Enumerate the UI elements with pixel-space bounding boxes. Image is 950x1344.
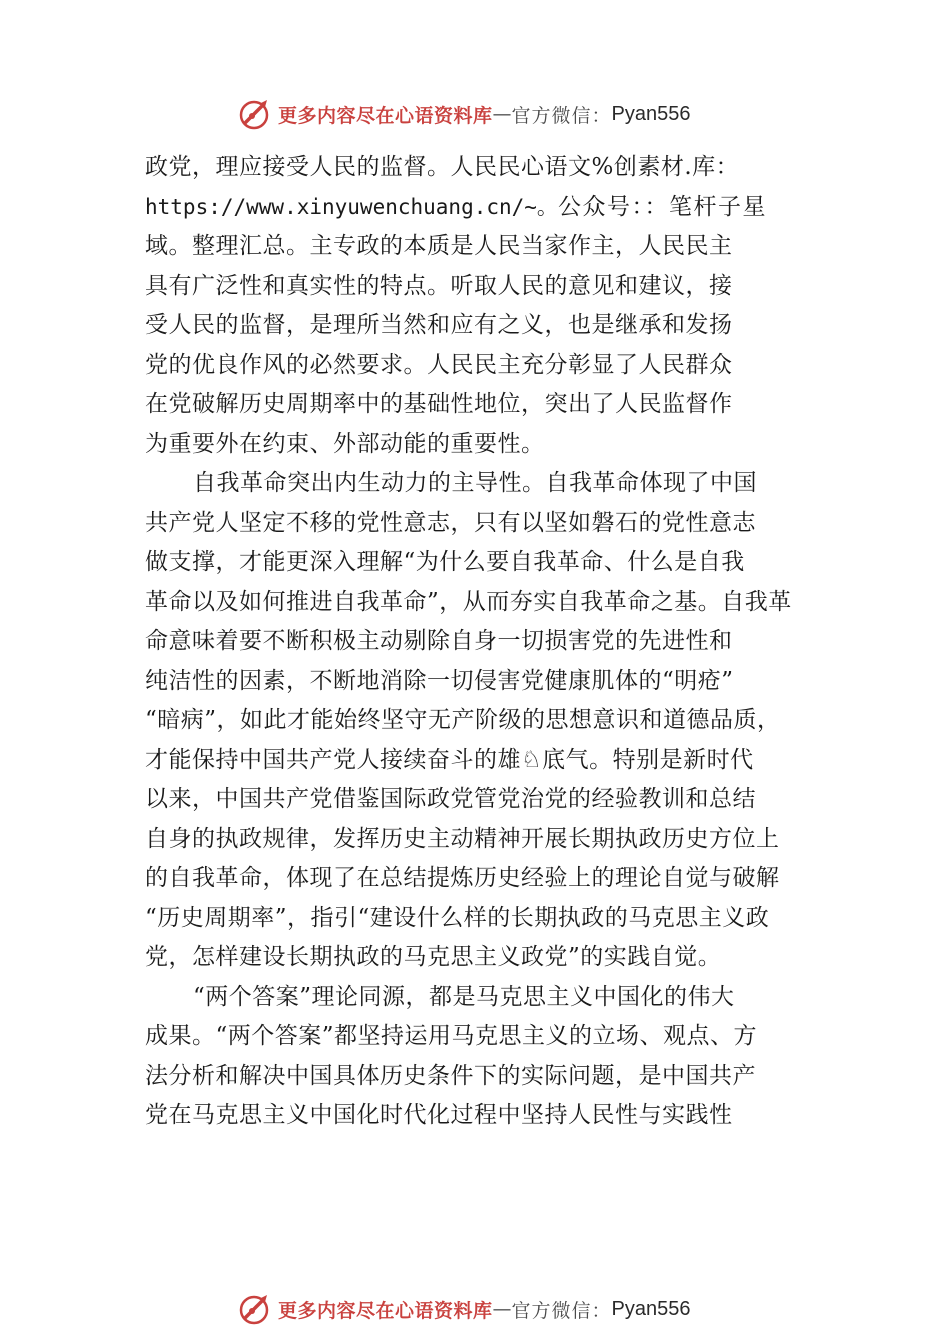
text-line: 政党，理应接受人民的监督。人民民心语文%创素材.库：: [145, 154, 740, 180]
header-wechat-id: Pyan556: [611, 102, 691, 125]
footer-official-label: 官方微信：: [511, 1299, 612, 1322]
text-line: 纯洁性的因素，不断地消除一切侵害党健康肌体的“明疮”: [145, 667, 734, 694]
header-brand-text: 更多内容尽在心语资料库: [278, 104, 493, 127]
text-line: 具有广泛性和真实性的特点。听取人民的意见和建议，接: [145, 272, 733, 299]
text-line: 成果。“两个答案”都坚持运用马克思主义的立场、观点、方: [145, 1023, 758, 1049]
text-line: 的自我革命，体现了在总结提炼历史经验上的理论自觉与破解: [145, 865, 780, 891]
brush-pen-logo-icon: [236, 96, 272, 132]
text-line: 命意味着要不断积极主动剔除自身一切损害党的先进性和: [145, 628, 733, 654]
paragraph-start-line: 自我革命突出内生动力的主导性。自我革命体现了中国: [193, 470, 757, 496]
account-text: 公众号：：笔杆子星: [557, 193, 767, 220]
text-line-url: [145, 188, 835, 228]
header-official-label: 官方微信：: [511, 104, 612, 127]
text-line: 以来，中国共产党借鉴国际政党管党治党的经验教训和总结: [145, 786, 756, 812]
header-banner: [236, 94, 691, 134]
paragraph-start-line: “两个答案”理论同源，都是马克思主义中国化的伟大: [193, 983, 735, 1010]
footer-brand-text: 更多内容尽在心语资料库: [278, 1299, 493, 1322]
header-separator: —: [492, 103, 512, 125]
document-body: [145, 148, 835, 1136]
text-line: 共产党人坚定不移的党性意志，只有以坚如磐石的党性意志: [145, 509, 756, 536]
brush-pen-logo-icon: [236, 1291, 272, 1327]
url-text: https://www.xinyuwenchuang.cn/~。: [145, 194, 558, 219]
text-line: 党在马克思主义中国化时代化过程中坚持人民性与实践性: [145, 1102, 733, 1128]
text-line: “暗病”，如此才能始终坚守无产阶级的思想意识和道德品质，: [145, 707, 781, 733]
footer-wechat-id: Pyan556: [611, 1297, 691, 1320]
text-line: “历史周期率”，指引“建设什么样的长期执政的马克思主义政: [145, 904, 770, 931]
text-line: 法分析和解决中国具体历史条件下的实际问题，是中国共产: [145, 1062, 756, 1089]
text-line: 为重要外在约束、外部动能的重要性。: [145, 430, 545, 457]
text-line: 党，怎样建设长期执政的马克思主义政党”的实践自觉。: [145, 944, 722, 970]
text-line: 党的优良作风的必然要求。人民民主充分彰显了人民群众: [145, 351, 733, 378]
text-line: 在党破解历史周期率中的基础性地位，突出了人民监督作: [145, 391, 733, 417]
text-line: 革命以及如何推进自我革命”，从而夯实自我革命之基。自我革: [145, 588, 792, 615]
text-line: 受人民的监督，是理所当然和应有之义，也是继承和发扬: [145, 312, 733, 338]
text-line: 域。整理汇总。主专政的本质是人民当家作主，人民民主: [145, 233, 733, 259]
text-line: 做支撑，才能更深入理解“为什么要自我革命、什么是自我: [145, 549, 745, 575]
text-line: 自身的执政规律，发挥历史主动精神开展长期执政历史方位上: [145, 825, 780, 852]
footer-banner: [236, 1289, 691, 1329]
text-line: 才能保持中国共产党人接续奋斗的雄♘底气。特别是新时代: [145, 746, 754, 773]
footer-separator: —: [492, 1298, 512, 1320]
